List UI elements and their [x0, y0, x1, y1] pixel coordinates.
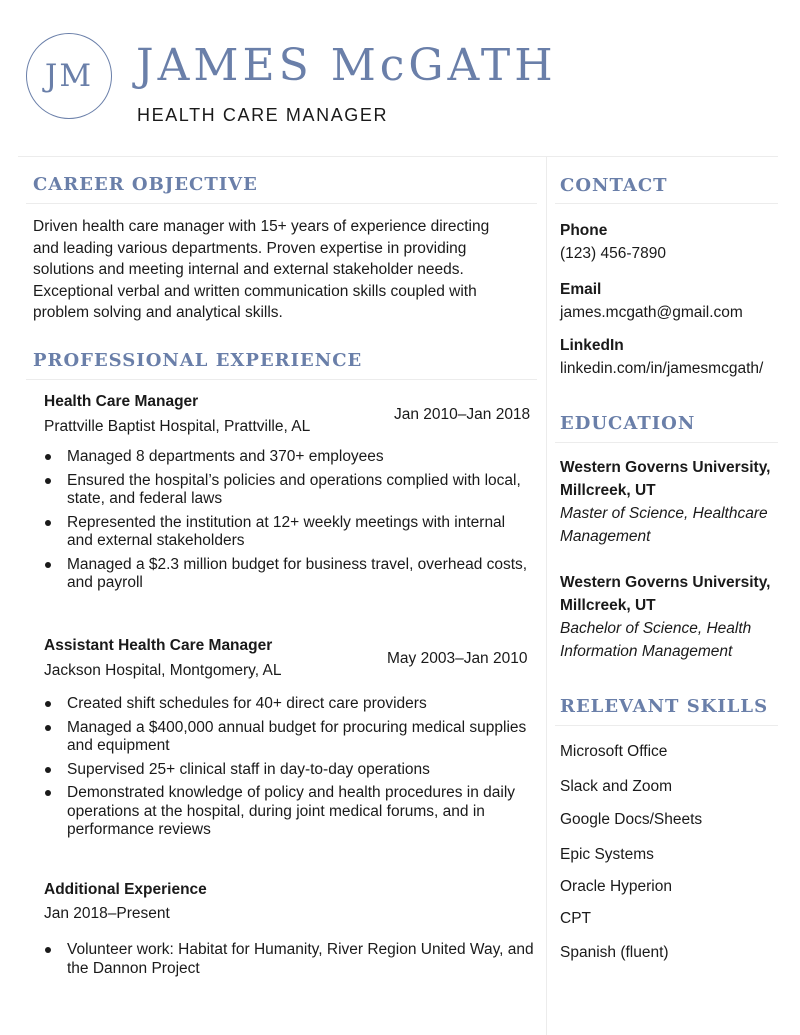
education-degree: Master of Science, Healthcare: [560, 505, 768, 522]
job-bullet: Created shift schedules for 40+ direct care providers: [44, 695, 534, 714]
job-bullet: Managed a $2.3 million budget for business travel, overhead costs, and payroll: [44, 556, 534, 593]
job-role: Health Care Manager: [44, 393, 199, 410]
contact-linkedin: linkedin.com/in/jamesmcgath/: [560, 360, 764, 377]
job-dates: Jan 2010–Jan 2018: [394, 406, 531, 423]
contact-email: james.mcgath@gmail.com: [560, 304, 743, 321]
objective-line: and leading various departments. Proven expertise in providing: [33, 239, 467, 257]
job-bullet-list: [44, 448, 534, 598]
objective-line: Driven health care manager with 15+ years of experience directing: [33, 218, 490, 235]
skill-item: Spanish (fluent): [560, 944, 669, 961]
section-divider: [555, 442, 778, 443]
education-school: Millcreek, UT: [560, 482, 656, 499]
job-bullet: Managed 8 departments and 370+ employees: [44, 448, 534, 467]
skill-item: CPT: [560, 910, 591, 927]
section-title-career-objective: CAREER OBJECTIVE: [33, 174, 258, 195]
job-bullet: Represented the institution at 12+ weekly meetings with internal and external stakeholders: [44, 514, 534, 551]
job-bullet: Volunteer work: Habitat for Humanity, River Region United Way, and the Dannon Project: [44, 941, 534, 978]
section-title-professional-experience: PROFESSIONAL EXPERIENCE: [33, 350, 363, 371]
education-school: Western Governs University,: [560, 574, 771, 591]
job-bullet: Supervised 25+ clinical staff in day-to-day operations: [44, 761, 534, 780]
job-role: Additional Experience: [44, 881, 207, 898]
section-title-relevant-skills: RELEVANT SKILLS: [560, 696, 769, 717]
job-role: Assistant Health Care Manager: [44, 637, 273, 654]
job-employer: Prattville Baptist Hospital, Prattville, AL: [44, 418, 311, 435]
education-degree: Management: [560, 528, 651, 545]
section-divider: [555, 725, 778, 726]
skill-item: Oracle Hyperion: [560, 878, 672, 895]
job-bullet-list: [44, 941, 534, 983]
objective-line: problem solving and analytical skills.: [33, 304, 283, 321]
section-title-education: EDUCATION: [560, 413, 696, 434]
job-bullet-list: [44, 695, 534, 845]
education-degree: Bachelor of Science, Health: [560, 620, 752, 637]
job-dates: Jan 2018–Present: [44, 905, 170, 922]
job-employer: Jackson Hospital, Montgomery, AL: [44, 662, 282, 679]
education-school: Western Governs University,: [560, 459, 771, 476]
column-divider: [546, 157, 547, 1035]
objective-line: Exceptional verbal and written communication skills coupled with: [33, 282, 477, 300]
candidate-name: JAMES McGATH: [136, 40, 557, 91]
section-divider: [555, 203, 778, 204]
skill-item: Microsoft Office: [560, 743, 668, 760]
education-degree: Information Management: [560, 643, 733, 660]
contact-phone: (123) 456-7890: [560, 245, 666, 262]
section-divider: [26, 379, 537, 380]
job-bullet: Ensured the hospital’s policies and operations complied with local, state, and federal laws: [44, 472, 534, 509]
contact-phone-label: Phone: [560, 222, 608, 239]
section-divider: [26, 203, 537, 204]
job-bullet: Managed a $400,000 annual budget for procuring medical supplies and equipment: [44, 719, 534, 756]
contact-linkedin-label: LinkedIn: [560, 337, 624, 354]
job-bullet: Demonstrated knowledge of policy and health procedures in daily operations at the hospital, during joint medical forums, and in performance reviews: [44, 784, 534, 840]
section-title-contact: CONTACT: [560, 175, 668, 196]
education-school: Millcreek, UT: [560, 597, 656, 614]
contact-email-label: Email: [560, 281, 602, 298]
job-dates: May 2003–Jan 2010: [387, 650, 528, 667]
skill-item: Slack and Zoom: [560, 778, 672, 795]
monogram-badge: JM: [26, 33, 112, 119]
candidate-title: HEALTH CARE MANAGER: [137, 105, 389, 125]
skill-item: Epic Systems: [560, 846, 654, 863]
objective-line: solutions and meeting internal and external stakeholder needs.: [33, 261, 464, 278]
skill-item: Google Docs/Sheets: [560, 811, 703, 828]
header-divider: [18, 156, 778, 157]
